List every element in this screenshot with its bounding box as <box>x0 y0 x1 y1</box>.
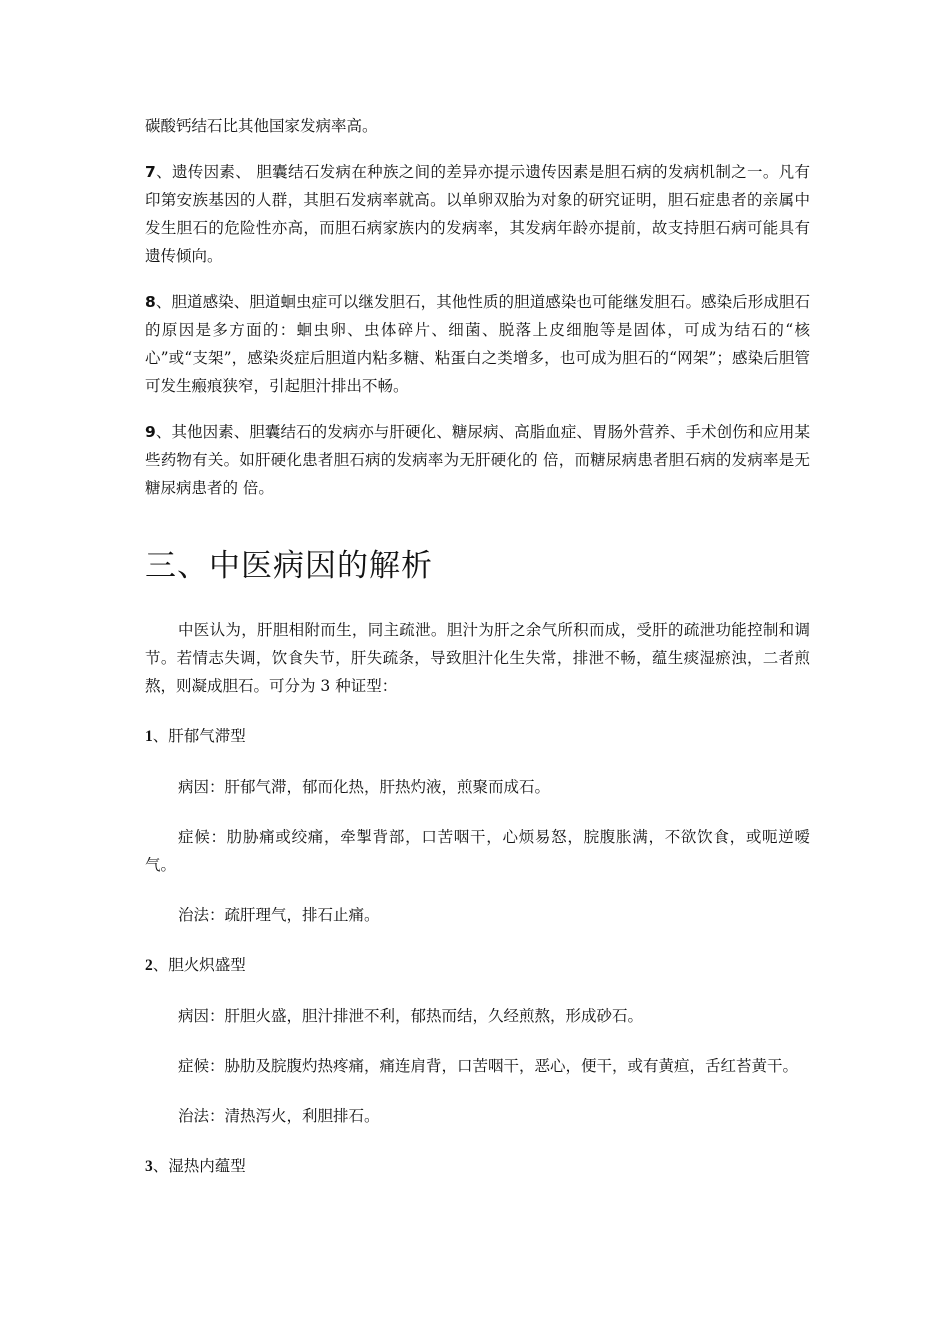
type-heading-1 <box>145 722 810 751</box>
paragraph-item-7 <box>145 158 810 270</box>
type-1-symptoms: 症候：肋胁痛或绞痛，牵掣背部，口苦咽干，心烦易怒，脘腹胀满，不欲饮食，或呃逆嗳气。 <box>145 828 810 874</box>
section-heading: 三、中医病因的解析 <box>145 548 433 584</box>
type-number: 1 <box>145 728 153 745</box>
item-number: 7 <box>145 163 156 181</box>
item-number: 9 <box>145 423 156 441</box>
type-heading-3 <box>145 1152 810 1181</box>
type-title: 、肝郁气滞型 <box>152 727 246 745</box>
type-heading-2 <box>145 951 810 980</box>
paragraph-item-8 <box>145 288 810 400</box>
item-number: 8 <box>145 293 156 311</box>
type-1-treatment: 治法：疏肝理气，排石止痛。 <box>178 906 380 924</box>
type-number: 3 <box>145 1158 153 1175</box>
item-text: 、胆道感染、胆道蛔虫症可以继发胆石，其他性质的胆道感染也可能继发胆石。感染后形成胆石的原因是多方面的：蛔虫卵、虫体碎片、细菌、脱落上皮细胞等是固体，可成为结石的“核心”或“支架”，感染炎症后胆道内粘多糖、粘蛋白之类增多，也可成为胆石的“网架”；感染后胆管可发生瘢痕狭窄，引起胆汁排出不畅。 <box>145 293 810 395</box>
item-text: 、其他因素、胆囊结石的发病亦与肝硬化、糖尿病、高脂血症、胃肠外营养、手术创伤和应用某些药物有关。如肝硬化患者胆石病的发病率为无肝硬化的 倍，而糖尿病患者胆石病的发病率是无糖尿病患者的 倍。 <box>145 423 810 497</box>
paragraph-continuation: 碳酸钙结石比其他国家发病率高。 <box>145 117 378 135</box>
type-2-symptoms: 症候：胁肋及脘腹灼热疼痛，痛连肩背，口苦咽干，恶心，便干，或有黄疸，舌红苔黄干。 <box>178 1057 799 1075</box>
type-1-cause: 病因：肝郁气滞，郁而化热，肝热灼液，煎聚而成石。 <box>178 778 551 796</box>
item-text: 、遗传因素、 胆囊结石发病在种族之间的差异亦提示遗传因素是胆石病的发病机制之一。凡有印第安族基因的人群，其胆石发病率就高。以单卵双胎为对象的研究证明，胆石症患者的亲属中发生胆石的危险性亦高，而胆石病家族内的发病率，其发病年龄亦提前，故支持胆石病可能具有遗传倾向。 <box>145 163 810 265</box>
section-intro: 中医认为，肝胆相附而生，同主疏泄。胆汁为肝之余气所积而成，受肝的疏泄功能控制和调节。若情志失调，饮食失节，肝失疏条，导致胆汁化生失常，排泄不畅，蕴生痰湿瘀浊，二者煎熬，则凝成胆石。可分为 3 种证型： <box>145 621 810 695</box>
type-title: 、胆火炽盛型 <box>152 956 246 974</box>
type-2-treatment: 治法：清热泻火，利胆排石。 <box>178 1107 380 1125</box>
paragraph-item-9 <box>145 418 810 502</box>
type-title: 、湿热内蕴型 <box>152 1157 246 1175</box>
type-2-cause: 病因：肝胆火盛，胆汁排泄不利，郁热而结，久经煎熬，形成砂石。 <box>178 1007 644 1025</box>
document-body <box>145 112 810 1181</box>
type-number: 2 <box>145 957 153 974</box>
